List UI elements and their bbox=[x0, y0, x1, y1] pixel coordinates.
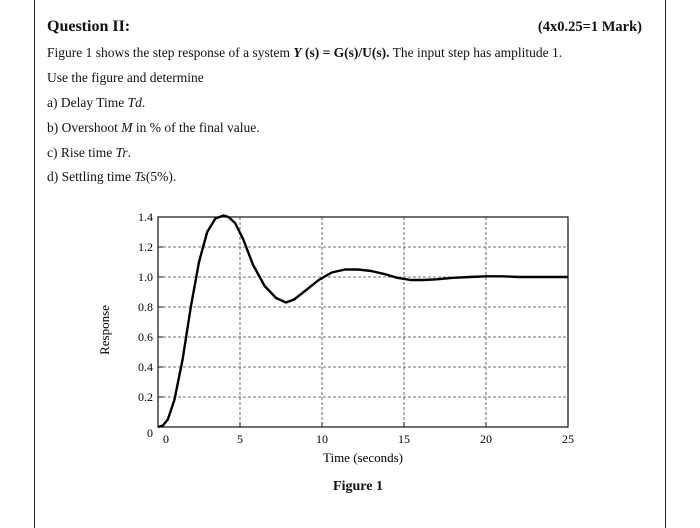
question-item-b bbox=[47, 120, 260, 136]
intro-formula-rest: G(s)/U(s). bbox=[333, 45, 390, 60]
y-tick-label: 1.4 bbox=[138, 210, 153, 224]
intro-prefix: Figure 1 shows the step response of a system bbox=[47, 45, 294, 60]
question-intro bbox=[47, 45, 562, 61]
item-suffix: in % of the final value. bbox=[132, 120, 260, 135]
x-tick-label: 10 bbox=[316, 432, 328, 446]
intro-formula-mid: (s) = bbox=[301, 45, 334, 60]
intro-suffix: The input step has amplitude 1. bbox=[389, 45, 563, 60]
x-tick-label: 0 bbox=[163, 432, 169, 446]
item-symbol: Tr bbox=[115, 145, 128, 160]
item-symbol: Td bbox=[127, 95, 142, 110]
y-tick-label: 1.2 bbox=[138, 240, 153, 254]
x-tick-label: 25 bbox=[562, 432, 574, 446]
intro-formula-y: Y bbox=[293, 45, 302, 60]
question-header bbox=[47, 18, 642, 40]
y-tick-label: 1.0 bbox=[138, 270, 153, 284]
plot-area-border bbox=[158, 217, 568, 427]
step-response-chart bbox=[90, 205, 600, 470]
question-item-a bbox=[47, 95, 145, 111]
item-suffix: . bbox=[141, 95, 146, 110]
x-tick-label: 20 bbox=[480, 432, 492, 446]
item-prefix: c) Rise time bbox=[47, 145, 116, 160]
y-tick-label: 0.6 bbox=[138, 330, 153, 344]
question-title: Question II: bbox=[47, 18, 131, 35]
y-tick-label: 0.4 bbox=[138, 360, 153, 374]
y-axis-label: Response bbox=[97, 305, 112, 355]
item-prefix: d) Settling time bbox=[47, 169, 135, 184]
question-item-c bbox=[47, 145, 131, 161]
item-prefix: b) Overshoot bbox=[47, 120, 122, 135]
question-item-d bbox=[47, 169, 176, 185]
item-symbol: Ts bbox=[134, 169, 146, 184]
question-instruction: Use the figure and determine bbox=[47, 70, 204, 85]
item-symbol: M bbox=[121, 120, 133, 135]
x-tick-label: 5 bbox=[237, 432, 243, 446]
x-axis-label: Time (seconds) bbox=[322, 450, 404, 465]
y-tick-label: 0.2 bbox=[138, 390, 153, 404]
item-prefix: a) Delay Time bbox=[47, 95, 128, 110]
figure-caption: Figure 1 bbox=[333, 479, 383, 494]
x-tick-label: 15 bbox=[398, 432, 410, 446]
item-suffix: . bbox=[127, 145, 132, 160]
item-suffix: (5%). bbox=[145, 169, 177, 184]
y-tick-label: 0.8 bbox=[138, 300, 153, 314]
y-tick-label: 0 bbox=[147, 426, 153, 440]
question-marks: (4x0.25=1 Mark) bbox=[537, 19, 642, 35]
